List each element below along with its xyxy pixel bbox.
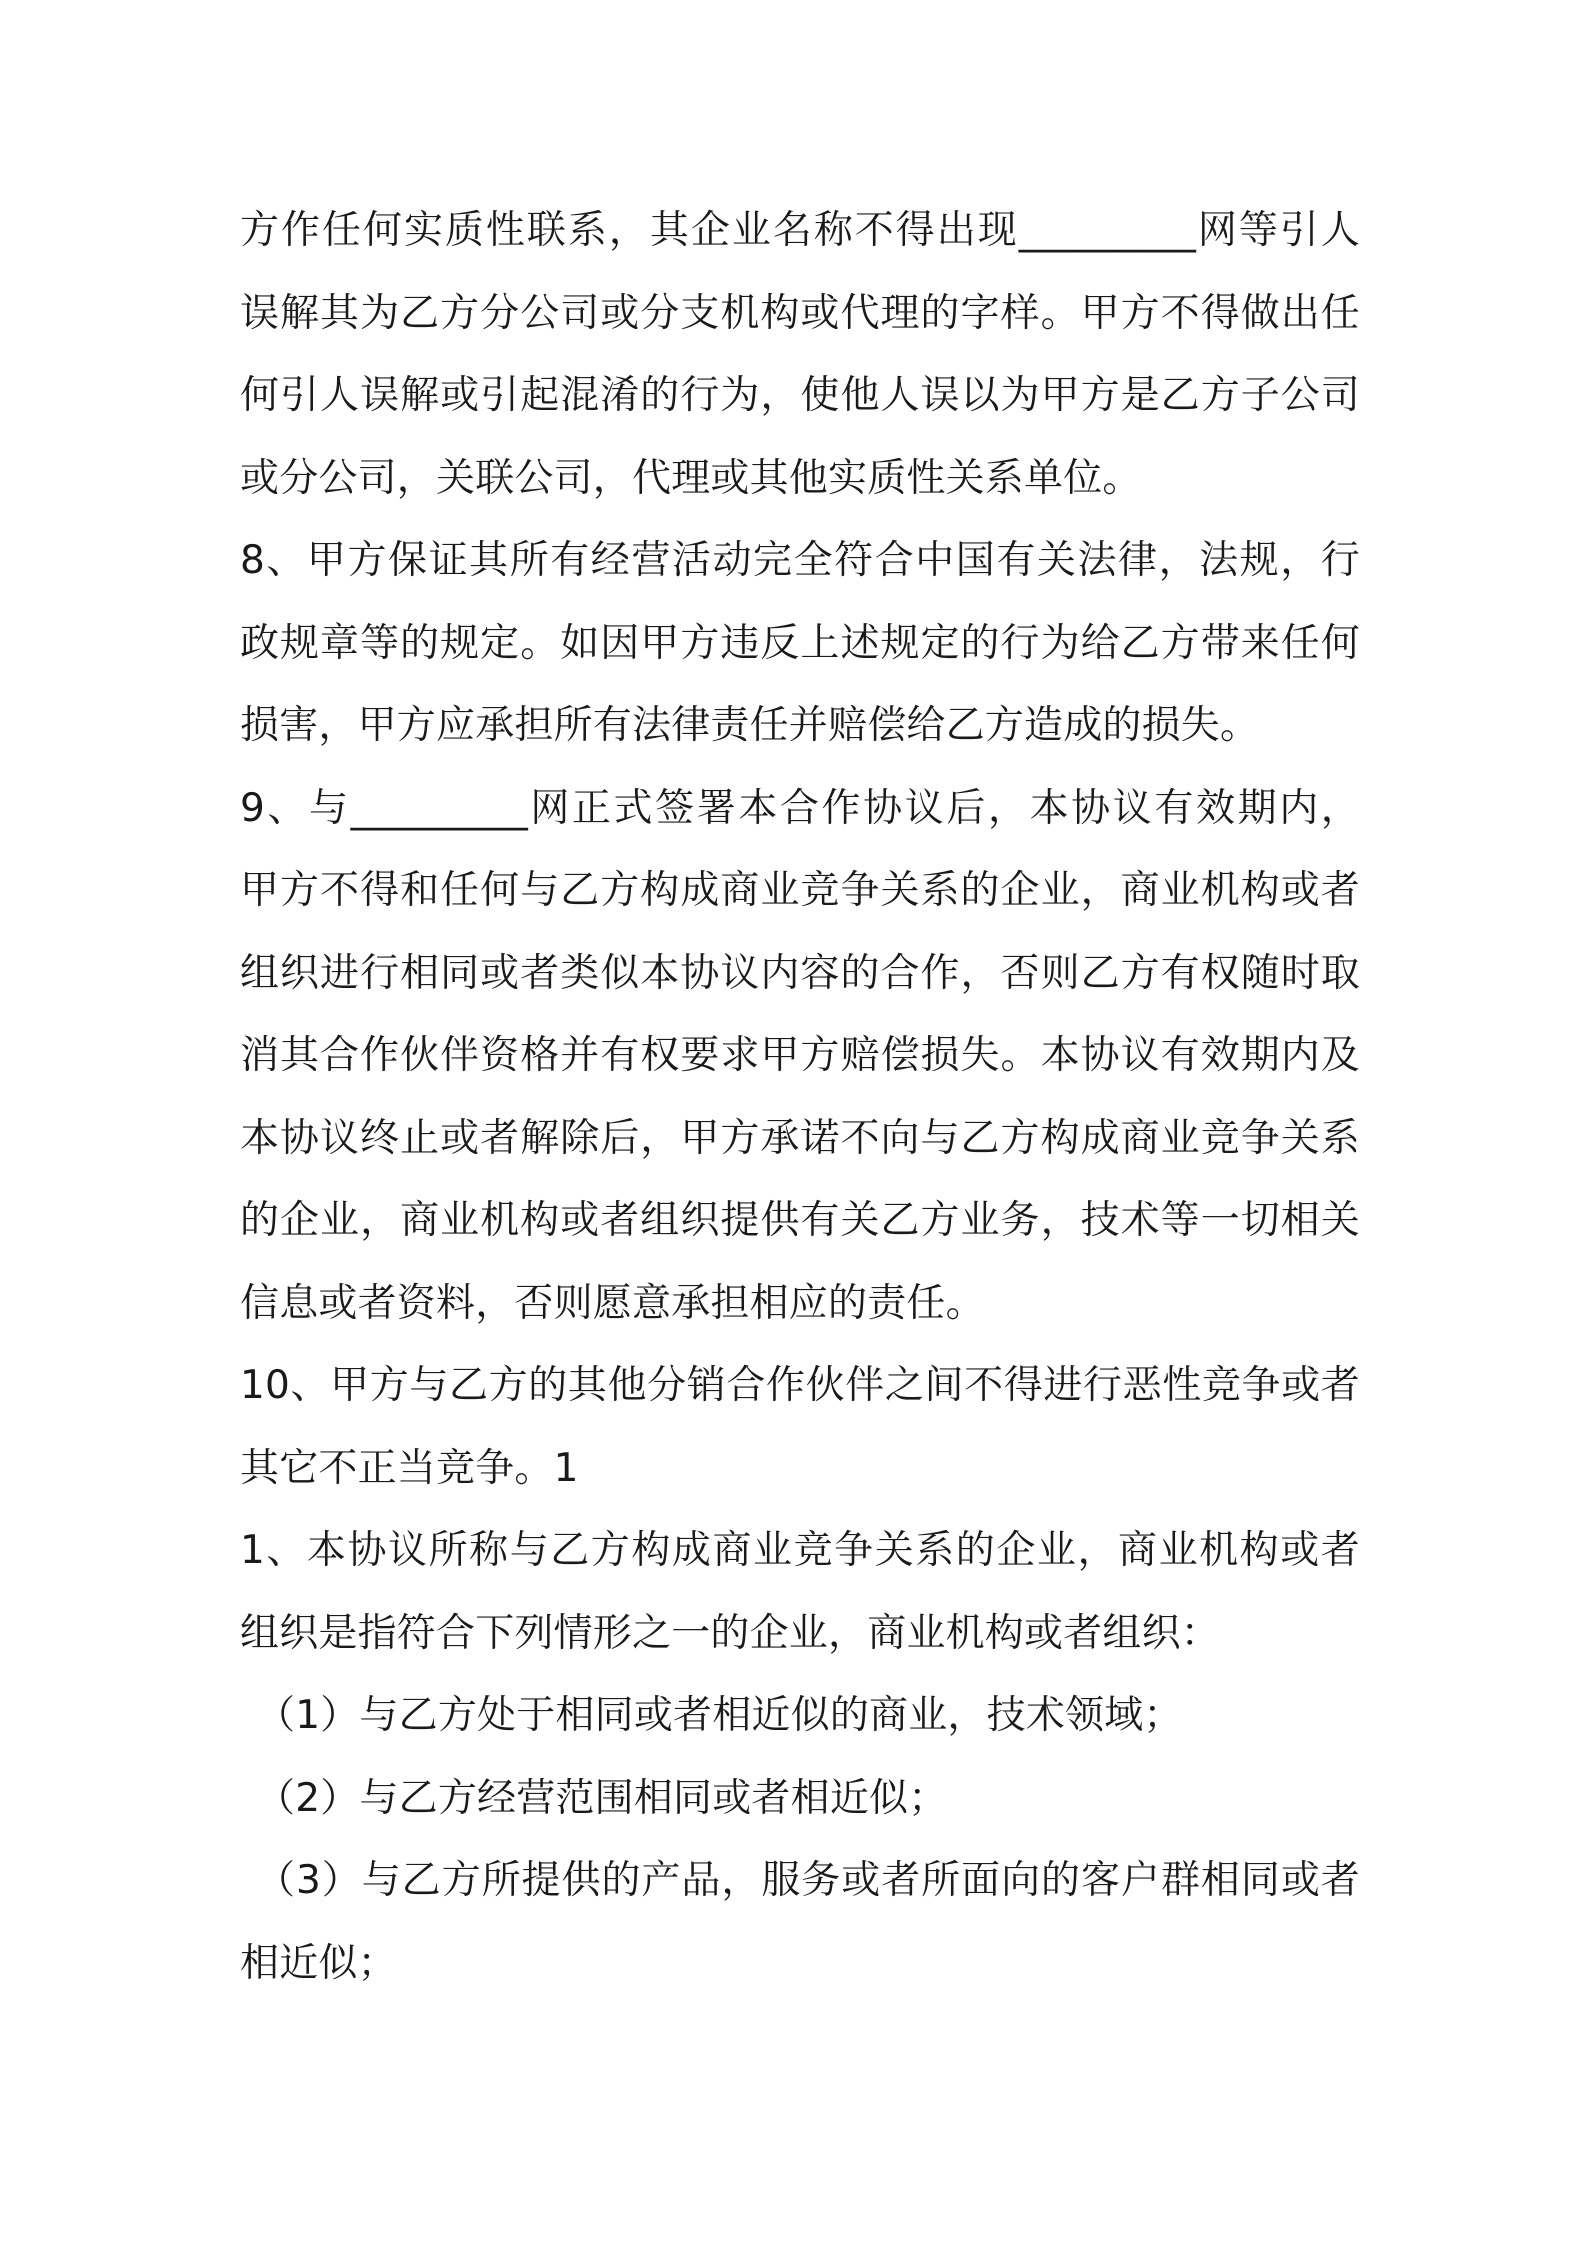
text-line: 相近似； (240, 1940, 397, 1986)
text-line: 本协议终止或者解除后，甲方承诺不向与乙方构成商业竞争关系 (240, 1115, 1360, 1161)
text-line: 何引人误解或引起混淆的行为，使他人误以为甲方是乙方子公司 (240, 373, 1360, 418)
clause-8-line: 8、甲方保证其所有经营活动完全符合中国有关法律，法规，行 (240, 538, 1360, 583)
text-line: 的企业，商业机构或者组织提供有关乙方业务，技术等一切相关 (240, 1198, 1360, 1243)
text-line: 或分公司，关联公司，代理或其他实质性关系单位。 (240, 455, 1142, 501)
text-line: 消其合作伙伴资格并有权要求甲方赔偿损失。本协议有效期内及 (240, 1033, 1360, 1078)
text-line: 损害，甲方应承担所有法律责任并赔偿给乙方造成的损失。 (240, 703, 1260, 748)
text-line: 政规章等的规定。如因甲方违反上述规定的行为给乙方带来任何 (240, 620, 1360, 666)
text-line: 方作任何实质性联系，其企业名称不得出现_________网等引人 (240, 208, 1360, 253)
text-line: 其它不正当竞争。1 (240, 1445, 579, 1491)
clause-10-line: 10、甲方与乙方的其他分销合作伙伴之间不得进行恶性竞争或者 (240, 1363, 1360, 1408)
document-body (240, 190, 1360, 2005)
sub-item-2: （2）与乙方经营范围相同或者相近似； (256, 1775, 948, 1821)
sub-item-3: （3）与乙方所提供的产品，服务或者所面向的客户群相同或者 (256, 1858, 1360, 1903)
text-line: 组织是指符合下列情形之一的企业，商业机构或者组织： (240, 1610, 1221, 1656)
clause-1-line: 1、本协议所称与乙方构成商业竞争关系的企业，商业机构或者 (240, 1528, 1360, 1573)
text-line: 组织进行相同或者类似本协议内容的合作，否则乙方有权随时取 (240, 950, 1360, 996)
text-line: 信息或者资料，否则愿意承担相应的责任。 (240, 1280, 985, 1326)
text-line: 甲方不得和任何与乙方构成商业竞争关系的企业，商业机构或者 (240, 868, 1360, 913)
clause-9-line: 9、与_________网正式签署本合作协议后，本协议有效期内， (240, 785, 1360, 831)
text-line: 误解其为乙方分公司或分支机构或代理的字样。甲方不得做出任 (240, 290, 1360, 336)
sub-item-1: （1）与乙方处于相同或者相近似的商业，技术领域； (256, 1693, 1183, 1738)
